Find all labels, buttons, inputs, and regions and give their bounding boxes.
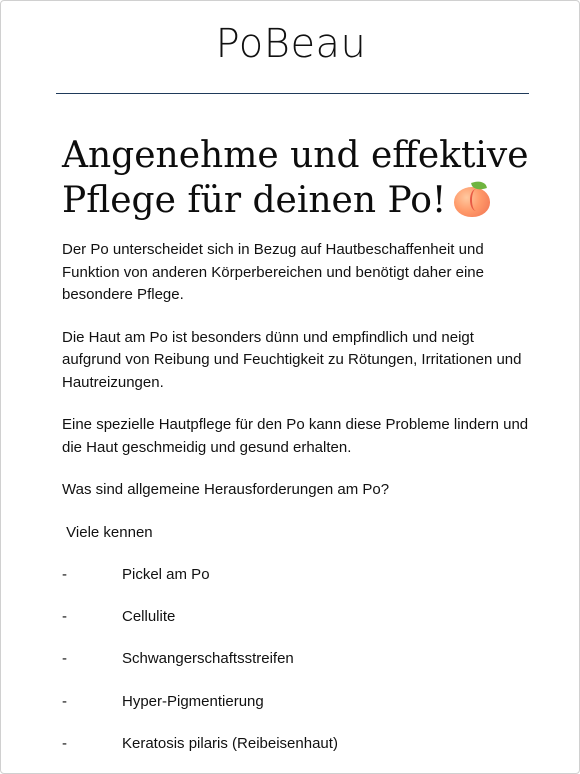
list-item-text: Hyper-Pigmentierung	[122, 692, 264, 710]
brand-logo[interactable]: PoBeau	[215, 21, 367, 67]
list-item	[62, 733, 532, 756]
list-item-text: Pickel am Po	[122, 566, 210, 583]
body-text	[62, 239, 532, 774]
paragraph-care: Eine spezielle Hautpflege für den Po kann diese Probleme lindern und die Haut geschmeidig und gesund erhalten.	[62, 416, 529, 456]
list-item-text: Keratosis pilaris (Reibeisenhaut)	[122, 734, 338, 752]
list-dash: -	[62, 608, 67, 626]
paragraph-skin: Die Haut am Po ist besonders dünn und empfindlich und neigt aufgrund von Reibung und Feuchtigkeit zu Rötungen, Irritationen und Hautreizungen.	[62, 328, 522, 391]
list-dash: -	[62, 734, 67, 752]
headline-line-2: Pflege für deinen Po!	[62, 180, 447, 221]
challenges-list	[62, 564, 532, 755]
headline-line-1: Angenehme und effektive	[62, 135, 529, 176]
peach-icon	[452, 181, 492, 217]
list-dash: -	[62, 566, 67, 583]
list-item	[62, 691, 532, 714]
list-item	[62, 648, 532, 671]
list-dash: -	[62, 650, 67, 668]
paragraph-question: Was sind allgemeine Herausforderungen am Po?	[62, 481, 390, 498]
list-item-text: Schwangerschaftsstreifen	[122, 650, 294, 668]
headline	[62, 133, 532, 223]
paragraph-many-know: Viele kennen	[62, 523, 153, 541]
list-item	[62, 564, 532, 587]
list-item-text: Cellulite	[122, 608, 176, 626]
list-dash: -	[62, 692, 67, 710]
list-item	[62, 606, 532, 629]
header-divider	[56, 93, 529, 94]
paragraph-intro: Der Po unterscheidet sich in Bezug auf Hautbeschaffenheit und Funktion von anderen Körperbereichen und benötigt daher eine besondere Pflege.	[62, 241, 484, 303]
